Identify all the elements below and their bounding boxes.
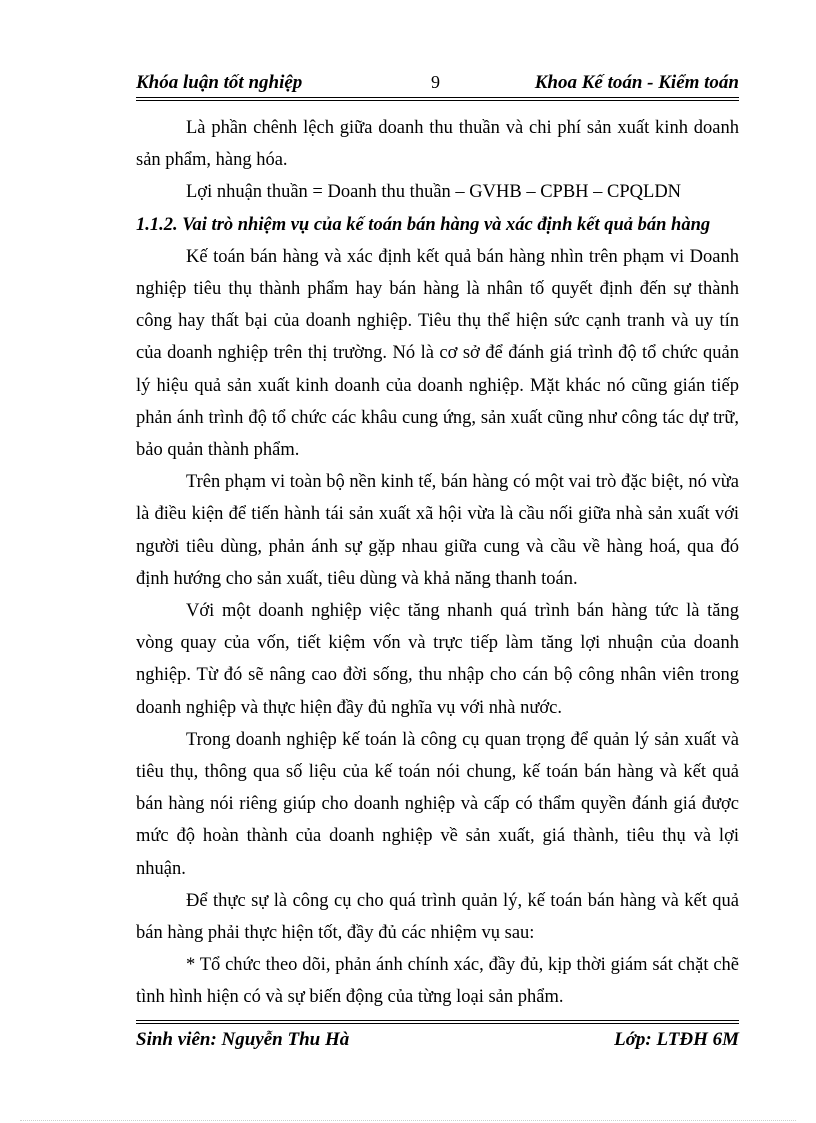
section-heading: 1.1.2. Vai trò nhiệm vụ của kế toán bán hàng và xác định kết quả bán hàng bbox=[136, 214, 711, 235]
page-footer bbox=[136, 1027, 739, 1053]
paragraph: Kế toán bán hàng và xác định kết quả bán hàng nhìn trên phạm vi Doanh nghiệp tiêu thụ thành phẩm hay bán hàng là nhân tố quyết định đến sự thành công hay thất bại của doanh nghiệp. Tiêu thụ thể hiện sức cạnh tranh và uy tín của doanh nghiệp trên thị trường. Nó là cơ sở để đánh giá trình độ tổ chức quản lý hiệu quả sản xuất kinh doanh của doanh nghiệp. Mặt khác nó cũng gián tiếp phản ánh trình độ tổ chức các khâu cung ứng, sản xuất cũng như công tác dự trữ, bảo quản thành phẩm. bbox=[136, 246, 739, 461]
paragraph: Là phần chênh lệch giữa doanh thu thuần và chi phí sản xuất kinh doanh sản phẩm, hàng hóa. bbox=[136, 118, 739, 171]
paragraph: Trong doanh nghiệp kế toán là công cụ quan trọng để quản lý sản xuất và tiêu thụ, thông qua số liệu của kế toán nói chung, kế toán bán hàng và kết quả bán hàng nói riêng giúp cho doanh nghiệp và cấp có thẩm quyền đánh giá được mức độ hoàn thành của doanh nghiệp về sản xuất, giá thành, tiêu thụ và lợi nhuận. bbox=[136, 729, 739, 879]
paragraph: Để thực sự là công cụ cho quá trình quản lý, kế toán bán hàng và kết quả bán hàng phải thực hiện tốt, đầy đủ các nhiệm vụ sau: bbox=[136, 890, 739, 944]
page-bottom-divider bbox=[20, 1120, 796, 1121]
footer-class: Lớp: LTĐH 6M bbox=[614, 1029, 739, 1050]
footer-rule bbox=[136, 1020, 739, 1024]
page-number: 9 bbox=[431, 72, 440, 92]
document-body bbox=[136, 112, 739, 1014]
header-rule bbox=[136, 97, 739, 101]
page-header bbox=[136, 70, 739, 96]
paragraph: * Tổ chức theo dõi, phản ánh chính xác, đầy đủ, kịp thời giám sát chặt chẽ tình hình hiện có và sự biến động của từng loại sản phẩm. bbox=[136, 955, 739, 1008]
formula-line: Lợi nhuận thuần = Doanh thu thuần – GVHB – CPBH – CPQLDN bbox=[186, 182, 682, 203]
paragraph: Với một doanh nghiệp việc tăng nhanh quá trình bán hàng tức là tăng vòng quay của vốn, tiết kiệm vốn và trực tiếp làm tăng lợi nhuận của doanh nghiệp. Từ đó sẽ nâng cao đời sống, thu nhập cho cán bộ công nhân viên trong doanh nghiệp và thực hiện đầy đủ nghĩa vụ với nhà nước. bbox=[136, 601, 739, 718]
header-thesis-title: Khóa luận tốt nghiệp bbox=[136, 72, 303, 93]
footer-student: Sinh viên: Nguyễn Thu Hà bbox=[136, 1029, 350, 1050]
header-faculty: Khoa Kế toán - Kiểm toán bbox=[534, 72, 739, 93]
paragraph: Trên phạm vi toàn bộ nền kinh tế, bán hàng có một vai trò đặc biệt, nó vừa là điều kiện để tiến hành tái sản xuất xã hội vừa là cầu nối giữa nhà sản xuất với người tiêu dùng, phản ánh sự gặp nhau giữa cung và cầu về hàng hoá, qua đó định hướng cho sản xuất, tiêu dùng và khả năng thanh toán. bbox=[136, 472, 739, 589]
